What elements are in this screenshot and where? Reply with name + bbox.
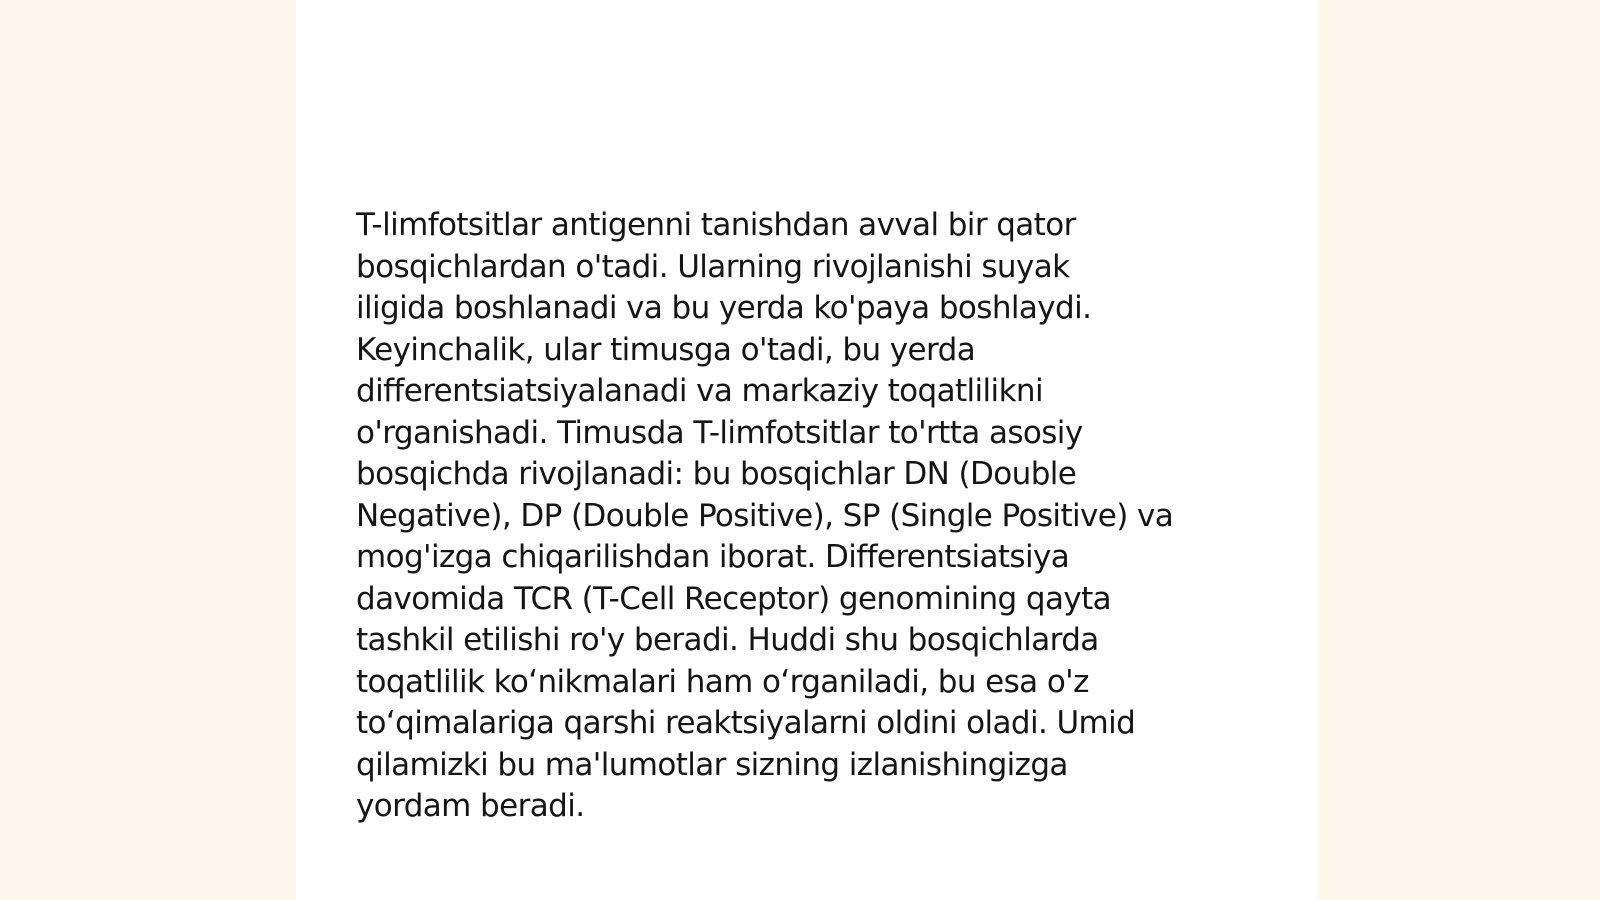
paragraph-line: Keyinchalik, ular timusga o'tadi, bu yerda xyxy=(356,331,976,368)
paragraph-line: toqatlilik koʻnikmalari ham oʻrganiladi, bu esa o'z xyxy=(356,663,1089,700)
paragraph-line: yordam beradi. xyxy=(356,788,585,824)
paragraph-line: davomida TCR (T-Cell Receptor) genomining qayta xyxy=(356,580,1112,617)
paragraph-line: o'rganishadi. Timusda T-limfotsitlar to'rtta asosiy xyxy=(356,414,1083,451)
paragraph-line: iligida boshlanadi va bu yerda ko'paya boshlaydi. xyxy=(356,290,1092,326)
paragraph-line: T-limfotsitlar antigenni tanishdan avval bir qator xyxy=(356,207,1076,243)
paragraph-line: qilamizki bu ma'lumotlar sizning izlanishingizga xyxy=(356,746,1068,783)
paragraph-line: bosqichda rivojlanadi: bu bosqichlar DN (Double xyxy=(356,456,1077,492)
paragraph-line: tashkil etilishi ro'y beradi. Huddi shu bosqichlarda xyxy=(356,622,1099,658)
paragraph-line: differentsiatsiyalanadi va markaziy toqatlilikni xyxy=(356,373,1043,409)
paragraph-line: toʻqimalariga qarshi reaktsiyalarni oldini oladi. Umid xyxy=(356,705,1136,741)
paragraph-line: bosqichlardan o'tadi. Ularning rivojlanishi suyak xyxy=(356,248,1070,285)
paragraph-line: Negative), DP (Double Positive), SP (Single Positive) va xyxy=(356,497,1174,534)
document-page xyxy=(296,0,1318,900)
paragraph-line: mog'izga chiqarilishdan iborat. Differentsiatsiya xyxy=(356,539,1070,575)
body-paragraph xyxy=(356,205,1256,828)
